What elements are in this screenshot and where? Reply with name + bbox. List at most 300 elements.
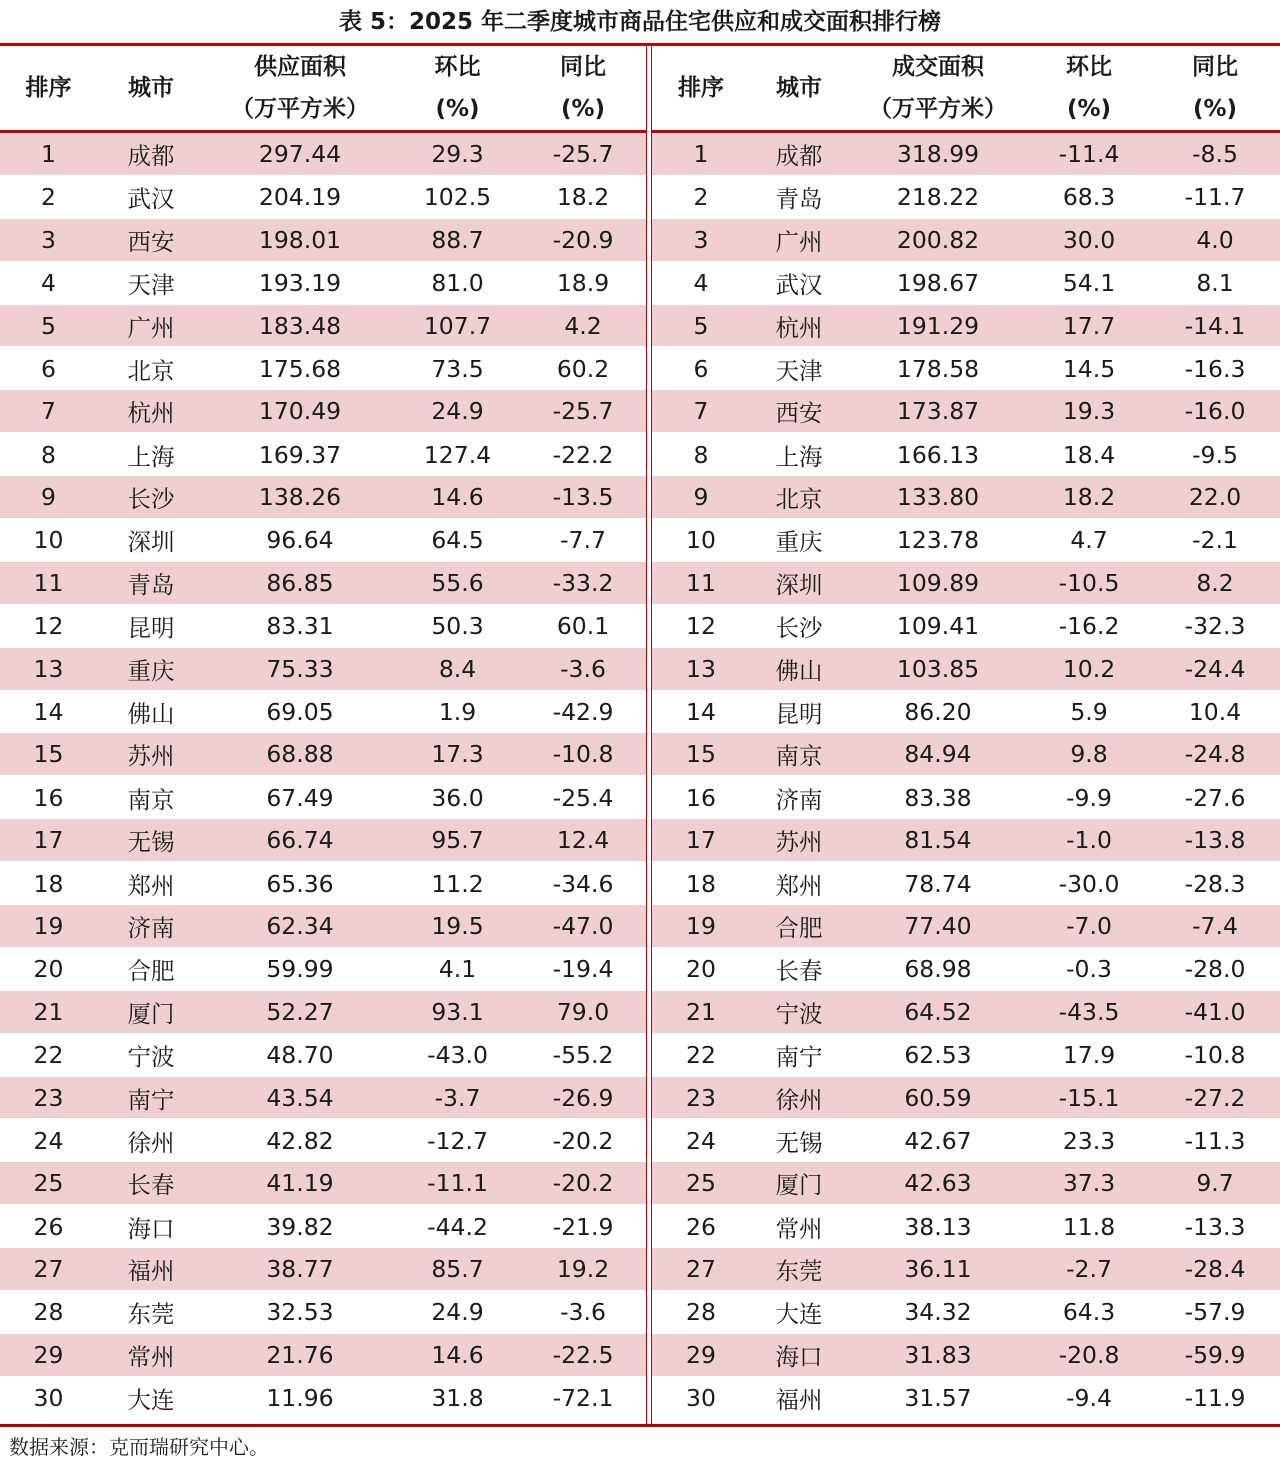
cell-area: 86.20 bbox=[904, 698, 972, 727]
cell-rank: 8 bbox=[693, 440, 709, 469]
cell-city: 无锡 bbox=[775, 1128, 823, 1157]
cell-city: 福州 bbox=[775, 1386, 823, 1415]
table-row bbox=[0, 991, 646, 1034]
cell-rank: 2 bbox=[41, 183, 56, 212]
table-row bbox=[652, 519, 1280, 562]
table-row bbox=[0, 1119, 646, 1162]
cell-yoy: -33.2 bbox=[552, 568, 614, 597]
cell-rank: 22 bbox=[686, 1041, 716, 1070]
cell-rank: 26 bbox=[33, 1212, 64, 1241]
cell-mom: 24.9 bbox=[431, 397, 484, 426]
cell-rank: 22 bbox=[33, 1041, 64, 1070]
deal-header bbox=[652, 46, 1280, 133]
table-row bbox=[0, 1377, 646, 1420]
cell-rank: 29 bbox=[686, 1340, 716, 1369]
cell-city: 常州 bbox=[127, 1342, 175, 1371]
cell-yoy: -28.0 bbox=[1184, 955, 1246, 984]
table-row bbox=[652, 862, 1280, 905]
table-row bbox=[652, 433, 1280, 476]
cell-yoy: -20.9 bbox=[552, 225, 614, 254]
table-row bbox=[0, 691, 646, 734]
cell-yoy: 10.4 bbox=[1188, 698, 1242, 727]
table-row bbox=[0, 433, 646, 476]
cell-yoy: 9.7 bbox=[1196, 1169, 1234, 1198]
cell-rank: 24 bbox=[33, 1126, 64, 1155]
cell-rank: 1 bbox=[41, 139, 56, 168]
cell-city: 成都 bbox=[775, 141, 823, 170]
cell-yoy: -72.1 bbox=[552, 1384, 614, 1413]
table-row bbox=[0, 262, 646, 305]
cell-area: 75.33 bbox=[266, 654, 334, 683]
cell-rank: 10 bbox=[33, 526, 64, 555]
cell-yoy: -34.6 bbox=[552, 869, 614, 898]
cell-mom: -1.0 bbox=[1066, 826, 1112, 855]
cell-yoy: -20.2 bbox=[552, 1126, 614, 1155]
ranking-table bbox=[0, 43, 1280, 1415]
cell-city: 杭州 bbox=[127, 399, 175, 428]
table-row bbox=[652, 819, 1280, 862]
cell-rank: 18 bbox=[686, 869, 716, 898]
cell-rank: 27 bbox=[33, 1255, 64, 1284]
cell-rank: 6 bbox=[41, 354, 56, 383]
cell-mom: 11.8 bbox=[1062, 1212, 1116, 1241]
cell-yoy: -9.5 bbox=[1192, 440, 1238, 469]
cell-area: 43.54 bbox=[266, 1083, 334, 1112]
cell-yoy: -16.3 bbox=[1184, 354, 1246, 383]
cell-area: 34.32 bbox=[904, 1298, 972, 1327]
table-row bbox=[652, 948, 1280, 991]
cell-city: 成都 bbox=[127, 141, 175, 170]
cell-city: 昆明 bbox=[775, 700, 823, 729]
cell-rank: 21 bbox=[33, 997, 64, 1026]
cell-yoy: -13.5 bbox=[552, 483, 614, 512]
cell-area: 41.19 bbox=[266, 1169, 334, 1198]
cell-city: 常州 bbox=[775, 1214, 823, 1243]
cell-area: 67.49 bbox=[266, 783, 334, 812]
header-mom: 环比 (%) bbox=[434, 54, 481, 122]
cell-area: 11.96 bbox=[266, 1384, 334, 1413]
cell-yoy: -3.6 bbox=[560, 1298, 606, 1327]
cell-yoy: -22.5 bbox=[552, 1340, 614, 1369]
cell-mom: 10.2 bbox=[1062, 654, 1116, 683]
cell-rank: 14 bbox=[33, 698, 64, 727]
cell-city: 宁波 bbox=[775, 999, 823, 1028]
cell-yoy: 19.2 bbox=[556, 1255, 610, 1284]
cell-yoy: -10.8 bbox=[1184, 1041, 1246, 1070]
table-row bbox=[0, 905, 646, 948]
cell-yoy: 60.1 bbox=[556, 612, 610, 641]
cell-mom: -9.4 bbox=[1066, 1384, 1112, 1413]
cell-yoy: -27.2 bbox=[1184, 1083, 1246, 1112]
cell-city: 无锡 bbox=[127, 828, 175, 857]
cell-area: 83.38 bbox=[904, 783, 972, 812]
cell-mom: 18.4 bbox=[1062, 440, 1116, 469]
cell-mom: 8.4 bbox=[438, 654, 477, 683]
cell-mom: -11.1 bbox=[427, 1169, 488, 1198]
table-row bbox=[0, 390, 646, 433]
cell-mom: 88.7 bbox=[431, 225, 484, 254]
cell-area: 318.99 bbox=[896, 139, 980, 168]
table-row bbox=[0, 133, 646, 176]
cell-city: 济南 bbox=[127, 913, 175, 942]
cell-rank: 19 bbox=[33, 911, 64, 940]
cell-rank: 3 bbox=[41, 225, 56, 254]
cell-rank: 11 bbox=[33, 568, 64, 597]
cell-rank: 5 bbox=[693, 311, 709, 340]
cell-rank: 15 bbox=[33, 740, 64, 769]
cell-yoy: -25.7 bbox=[552, 397, 614, 426]
table-row bbox=[0, 776, 646, 819]
table-row bbox=[652, 176, 1280, 219]
header-city: 城市 bbox=[128, 75, 174, 101]
cell-mom: 29.3 bbox=[431, 139, 484, 168]
cell-yoy: 8.2 bbox=[1196, 568, 1234, 597]
cell-area: 297.44 bbox=[258, 139, 342, 168]
cell-area: 68.88 bbox=[266, 740, 334, 769]
cell-rank: 12 bbox=[33, 612, 64, 641]
cell-city: 长沙 bbox=[775, 614, 823, 643]
cell-mom: 55.6 bbox=[431, 568, 484, 597]
deal-table bbox=[652, 46, 1280, 1420]
cell-area: 218.22 bbox=[896, 183, 980, 212]
cell-city: 西安 bbox=[775, 399, 823, 428]
table-row bbox=[0, 562, 646, 605]
cell-area: 86.85 bbox=[266, 568, 334, 597]
cell-city: 东莞 bbox=[775, 1257, 823, 1286]
table-row bbox=[652, 1162, 1280, 1205]
header-supply-area: 供应面积 （万平方米） bbox=[231, 54, 369, 122]
table-row bbox=[0, 476, 646, 519]
cell-rank: 3 bbox=[693, 225, 709, 254]
cell-yoy: -24.8 bbox=[1184, 740, 1246, 769]
cell-area: 169.37 bbox=[258, 440, 342, 469]
source-note: 数据来源：克而瑞研究中心。 bbox=[9, 1435, 269, 1459]
cell-area: 69.05 bbox=[266, 698, 334, 727]
cell-rank: 23 bbox=[686, 1083, 716, 1112]
cell-area: 204.19 bbox=[258, 183, 342, 212]
cell-city: 长春 bbox=[775, 957, 823, 986]
cell-city: 佛山 bbox=[127, 700, 175, 729]
cell-rank: 6 bbox=[693, 354, 709, 383]
cell-mom: -16.2 bbox=[1058, 612, 1120, 641]
table-row bbox=[0, 862, 646, 905]
cell-yoy: -20.2 bbox=[552, 1169, 614, 1198]
table-row bbox=[0, 648, 646, 691]
cell-rank: 28 bbox=[686, 1298, 716, 1327]
cell-yoy: -3.6 bbox=[560, 654, 606, 683]
cell-city: 武汉 bbox=[775, 271, 823, 300]
table-row bbox=[0, 1248, 646, 1291]
table-row bbox=[652, 1119, 1280, 1162]
cell-area: 198.01 bbox=[258, 225, 342, 254]
cell-city: 福州 bbox=[127, 1257, 175, 1286]
cell-mom: -15.1 bbox=[1058, 1083, 1120, 1112]
cell-area: 60.59 bbox=[904, 1083, 972, 1112]
cell-mom: -2.7 bbox=[1066, 1255, 1112, 1284]
header-yoy: 同比 (%) bbox=[1192, 54, 1238, 122]
cell-yoy: -7.4 bbox=[1192, 911, 1238, 940]
header-rank: 排序 bbox=[25, 75, 72, 101]
cell-area: 21.76 bbox=[266, 1340, 334, 1369]
cell-yoy: -13.3 bbox=[1184, 1212, 1246, 1241]
cell-area: 66.74 bbox=[266, 826, 334, 855]
table-row bbox=[0, 519, 646, 562]
cell-mom: 95.7 bbox=[431, 826, 484, 855]
table-row bbox=[652, 1077, 1280, 1120]
cell-area: 193.19 bbox=[258, 269, 342, 298]
cell-rank: 8 bbox=[41, 440, 56, 469]
cell-area: 96.64 bbox=[266, 526, 334, 555]
cell-city: 徐州 bbox=[127, 1128, 175, 1157]
cell-yoy: -28.3 bbox=[1184, 869, 1246, 898]
cell-mom: -7.0 bbox=[1066, 911, 1112, 940]
table-row bbox=[0, 1077, 646, 1120]
cell-rank: 19 bbox=[686, 911, 716, 940]
cell-area: 191.29 bbox=[896, 311, 980, 340]
header-yoy: 同比 (%) bbox=[560, 54, 606, 122]
supply-header bbox=[0, 46, 646, 133]
cell-yoy: -8.5 bbox=[1192, 139, 1238, 168]
table-row bbox=[652, 733, 1280, 776]
table-row bbox=[652, 347, 1280, 390]
cell-area: 81.54 bbox=[904, 826, 972, 855]
table-title: 表 5：2025 年二季度城市商品住宅供应和成交面积排行榜 bbox=[338, 9, 942, 35]
cell-area: 31.83 bbox=[904, 1340, 972, 1369]
cell-area: 166.13 bbox=[896, 440, 980, 469]
cell-city: 西安 bbox=[127, 227, 175, 256]
cell-rank: 24 bbox=[686, 1126, 716, 1155]
cell-city: 北京 bbox=[127, 356, 175, 385]
table-row bbox=[0, 819, 646, 862]
cell-rank: 30 bbox=[33, 1384, 64, 1413]
cell-mom: -10.5 bbox=[1058, 568, 1120, 597]
cell-city: 深圳 bbox=[127, 528, 175, 557]
cell-city: 广州 bbox=[127, 313, 175, 342]
cell-city: 广州 bbox=[775, 227, 823, 256]
cell-yoy: -11.3 bbox=[1184, 1126, 1246, 1155]
cell-city: 合肥 bbox=[127, 957, 175, 986]
cell-city: 厦门 bbox=[775, 1171, 823, 1200]
cell-city: 海口 bbox=[775, 1342, 823, 1371]
cell-area: 68.98 bbox=[904, 955, 972, 984]
cell-area: 175.68 bbox=[258, 354, 342, 383]
cell-yoy: 79.0 bbox=[556, 997, 610, 1026]
cell-rank: 14 bbox=[686, 698, 716, 727]
table-row bbox=[0, 347, 646, 390]
table-row bbox=[652, 133, 1280, 176]
cell-rank: 21 bbox=[686, 997, 716, 1026]
cell-rank: 30 bbox=[686, 1384, 716, 1413]
cell-mom: 85.7 bbox=[431, 1255, 484, 1284]
table-row bbox=[652, 1377, 1280, 1420]
cell-yoy: -25.7 bbox=[552, 139, 614, 168]
cell-area: 31.57 bbox=[904, 1384, 972, 1413]
cell-mom: 37.3 bbox=[1062, 1169, 1116, 1198]
cell-city: 南京 bbox=[127, 785, 175, 814]
cell-area: 62.34 bbox=[266, 911, 334, 940]
cell-mom: 36.0 bbox=[431, 783, 484, 812]
cell-area: 109.89 bbox=[896, 568, 980, 597]
cell-mom: 1.9 bbox=[438, 698, 477, 727]
cell-area: 183.48 bbox=[258, 311, 342, 340]
table-row bbox=[0, 1205, 646, 1248]
cell-mom: 54.1 bbox=[1062, 269, 1116, 298]
cell-mom: -11.4 bbox=[1058, 139, 1120, 168]
cell-mom: 64.5 bbox=[431, 526, 484, 555]
cell-yoy: -47.0 bbox=[552, 911, 614, 940]
cell-area: 42.82 bbox=[266, 1126, 334, 1155]
header-rank: 排序 bbox=[678, 75, 724, 101]
cell-rank: 9 bbox=[41, 483, 56, 512]
cell-mom: -0.3 bbox=[1066, 955, 1112, 984]
cell-city: 苏州 bbox=[775, 828, 823, 857]
bottom-rule bbox=[0, 1424, 1280, 1427]
table-row bbox=[652, 390, 1280, 433]
cell-mom: 102.5 bbox=[423, 183, 492, 212]
cell-mom: -43.5 bbox=[1058, 997, 1120, 1026]
cell-yoy: -57.9 bbox=[1184, 1298, 1246, 1327]
cell-rank: 20 bbox=[33, 955, 64, 984]
cell-city: 北京 bbox=[775, 485, 823, 514]
cell-yoy: -26.9 bbox=[552, 1083, 614, 1112]
cell-yoy: 4.2 bbox=[564, 311, 602, 340]
cell-rank: 12 bbox=[686, 612, 716, 641]
cell-mom: 31.8 bbox=[431, 1384, 484, 1413]
table-row bbox=[652, 905, 1280, 948]
cell-area: 103.85 bbox=[896, 654, 980, 683]
cell-mom: 93.1 bbox=[431, 997, 484, 1026]
cell-city: 厦门 bbox=[127, 999, 175, 1028]
cell-mom: 19.5 bbox=[431, 911, 484, 940]
cell-mom: -12.7 bbox=[427, 1126, 488, 1155]
cell-city: 青岛 bbox=[127, 570, 175, 599]
cell-city: 合肥 bbox=[775, 913, 823, 942]
cell-city: 郑州 bbox=[127, 871, 175, 900]
cell-area: 198.67 bbox=[896, 269, 980, 298]
deal-body bbox=[652, 133, 1280, 1420]
cell-area: 36.11 bbox=[904, 1255, 972, 1284]
cell-city: 大连 bbox=[775, 1300, 823, 1329]
cell-mom: 64.3 bbox=[1062, 1298, 1116, 1327]
cell-area: 83.31 bbox=[266, 612, 334, 641]
cell-yoy: 18.2 bbox=[556, 183, 610, 212]
cell-area: 84.94 bbox=[904, 740, 972, 769]
cell-yoy: -11.7 bbox=[1184, 183, 1246, 212]
cell-yoy: 22.0 bbox=[1188, 483, 1242, 512]
cell-mom: 17.7 bbox=[1062, 311, 1116, 340]
cell-city: 杭州 bbox=[775, 313, 823, 342]
table-row bbox=[0, 605, 646, 648]
cell-rank: 17 bbox=[33, 826, 64, 855]
cell-mom: 5.9 bbox=[1070, 698, 1108, 727]
cell-area: 39.82 bbox=[266, 1212, 334, 1241]
cell-area: 62.53 bbox=[904, 1041, 972, 1070]
cell-rank: 4 bbox=[41, 269, 56, 298]
cell-mom: -20.8 bbox=[1058, 1340, 1120, 1369]
cell-yoy: 60.2 bbox=[556, 354, 610, 383]
cell-area: 38.13 bbox=[904, 1212, 972, 1241]
cell-city: 长春 bbox=[127, 1171, 175, 1200]
cell-area: 200.82 bbox=[896, 225, 980, 254]
supply-body bbox=[0, 133, 646, 1420]
table-row bbox=[0, 948, 646, 991]
header-mom: 环比 (%) bbox=[1066, 54, 1112, 122]
cell-rank: 9 bbox=[693, 483, 709, 512]
supply-table bbox=[0, 46, 646, 1420]
table-row bbox=[652, 305, 1280, 348]
cell-yoy: -14.1 bbox=[1184, 311, 1246, 340]
cell-area: 64.52 bbox=[904, 997, 972, 1026]
cell-area: 52.27 bbox=[266, 997, 334, 1026]
cell-rank: 1 bbox=[693, 139, 709, 168]
cell-rank: 2 bbox=[693, 183, 709, 212]
cell-mom: -9.9 bbox=[1066, 783, 1112, 812]
cell-area: 42.67 bbox=[904, 1126, 972, 1155]
table-row bbox=[0, 1334, 646, 1377]
cell-city: 昆明 bbox=[127, 614, 175, 643]
cell-rank: 10 bbox=[686, 526, 716, 555]
cell-yoy: 8.1 bbox=[1196, 269, 1234, 298]
cell-yoy: -42.9 bbox=[552, 698, 614, 727]
cell-mom: 4.1 bbox=[438, 955, 477, 984]
cell-city: 长沙 bbox=[127, 485, 175, 514]
cell-rank: 29 bbox=[33, 1340, 64, 1369]
cell-rank: 15 bbox=[686, 740, 716, 769]
table-row bbox=[652, 1291, 1280, 1334]
table-row bbox=[652, 262, 1280, 305]
cell-yoy: -19.4 bbox=[552, 955, 614, 984]
cell-city: 天津 bbox=[127, 271, 175, 300]
cell-yoy: -55.2 bbox=[552, 1041, 614, 1070]
cell-area: 32.53 bbox=[266, 1298, 334, 1327]
cell-area: 78.74 bbox=[904, 869, 972, 898]
table-row bbox=[652, 1205, 1280, 1248]
cell-mom: -3.7 bbox=[434, 1083, 481, 1112]
cell-area: 77.40 bbox=[904, 911, 972, 940]
cell-city: 南宁 bbox=[775, 1043, 823, 1072]
cell-rank: 16 bbox=[686, 783, 716, 812]
cell-rank: 25 bbox=[686, 1169, 716, 1198]
table-row bbox=[652, 219, 1280, 262]
cell-mom: 30.0 bbox=[1062, 225, 1116, 254]
cell-rank: 7 bbox=[693, 397, 709, 426]
cell-yoy: -22.2 bbox=[552, 440, 614, 469]
cell-area: 123.78 bbox=[896, 526, 980, 555]
cell-rank: 20 bbox=[686, 955, 716, 984]
header-city: 城市 bbox=[776, 75, 822, 101]
cell-area: 42.63 bbox=[904, 1169, 972, 1198]
cell-rank: 16 bbox=[33, 783, 64, 812]
cell-rank: 11 bbox=[686, 568, 716, 597]
cell-yoy: -25.4 bbox=[552, 783, 614, 812]
cell-city: 南宁 bbox=[127, 1085, 175, 1114]
cell-area: 133.80 bbox=[896, 483, 980, 512]
cell-mom: 14.5 bbox=[1062, 354, 1116, 383]
cell-city: 重庆 bbox=[127, 656, 175, 685]
cell-area: 59.99 bbox=[266, 955, 334, 984]
cell-yoy: -24.4 bbox=[1184, 654, 1246, 683]
table-row bbox=[0, 1162, 646, 1205]
cell-city: 青岛 bbox=[775, 185, 823, 214]
table-row bbox=[0, 305, 646, 348]
cell-mom: 11.2 bbox=[431, 869, 484, 898]
table-row bbox=[652, 776, 1280, 819]
table-row bbox=[652, 991, 1280, 1034]
cell-mom: 17.3 bbox=[431, 740, 484, 769]
cell-mom: 127.4 bbox=[423, 440, 492, 469]
cell-area: 109.41 bbox=[896, 612, 980, 641]
cell-yoy: -11.9 bbox=[1184, 1384, 1246, 1413]
